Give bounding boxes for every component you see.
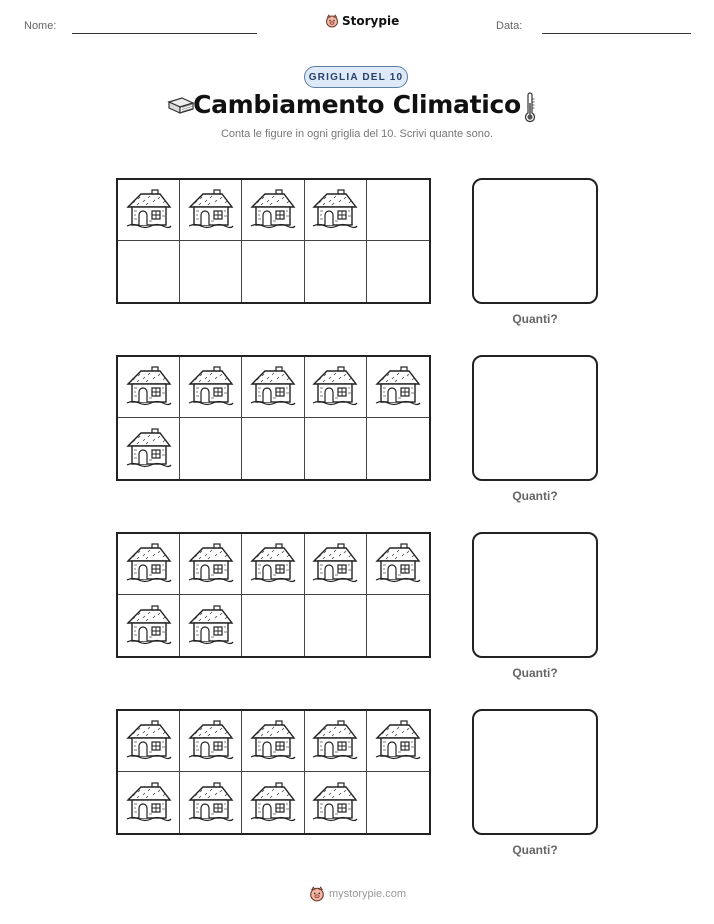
- name-label: Nome:: [24, 20, 57, 32]
- house-icon: [249, 539, 297, 589]
- pig-logo-icon: [325, 14, 339, 28]
- house-icon: [249, 362, 297, 412]
- ten-frame-cell: [242, 534, 304, 595]
- house-icon: [125, 601, 173, 651]
- page-title: Cambiamento Climatico: [193, 90, 521, 119]
- answer-label: Quanti?: [512, 312, 558, 326]
- answer-label: Quanti?: [512, 489, 558, 503]
- house-icon: [311, 362, 359, 412]
- house-icon: [311, 539, 359, 589]
- house-icon: [125, 362, 173, 412]
- pig-logo-icon: [309, 886, 325, 902]
- thermometer-icon: [523, 92, 537, 124]
- ten-frame-cell: [180, 418, 242, 479]
- ten-frame-cell: [118, 595, 180, 656]
- house-icon: [187, 539, 235, 589]
- answer-box-2[interactable]: [472, 355, 598, 481]
- ten-frame-cell: [305, 772, 367, 833]
- house-icon: [125, 778, 173, 828]
- ten-frame-cell: [367, 180, 429, 241]
- ten-frame-cell: [305, 711, 367, 772]
- ten-frame-cell: [118, 241, 180, 302]
- ten-frame-cell: [242, 595, 304, 656]
- house-icon: [374, 539, 422, 589]
- ten-frame-cell: [118, 357, 180, 418]
- ten-frame-cell: [180, 772, 242, 833]
- ten-frame-cell: [118, 711, 180, 772]
- ten-frame-cell: [118, 418, 180, 479]
- worksheet-type-badge: GRIGLIA DEL 10: [304, 66, 408, 88]
- ten-frame-cell: [242, 418, 304, 479]
- instructions: Conta le figure in ogni griglia del 10. Scrivi quante sono.: [220, 128, 494, 140]
- house-icon: [187, 362, 235, 412]
- ten-frame-cell: [367, 418, 429, 479]
- house-icon: [187, 601, 235, 651]
- answer-label: Quanti?: [512, 843, 558, 857]
- ten-frame-2: [116, 355, 431, 481]
- ten-frame-1: [116, 178, 431, 304]
- ten-frame-cell: [305, 241, 367, 302]
- ten-frame-cell: [367, 595, 429, 656]
- ten-frame-cell: [242, 711, 304, 772]
- house-icon: [125, 185, 173, 235]
- ten-frame-cell: [118, 534, 180, 595]
- house-icon: [187, 185, 235, 235]
- answer-box-3[interactable]: [472, 532, 598, 658]
- ten-frame-cell: [180, 711, 242, 772]
- ten-frame-3: [116, 532, 431, 658]
- house-icon: [125, 424, 173, 474]
- answer-label: Quanti?: [512, 666, 558, 680]
- ten-frame-cell: [242, 772, 304, 833]
- house-icon: [249, 185, 297, 235]
- date-line[interactable]: [542, 33, 691, 34]
- ten-frame-cell: [242, 180, 304, 241]
- ten-frame-cell: [305, 595, 367, 656]
- ten-frame-cell: [305, 534, 367, 595]
- ten-frame-cell: [180, 180, 242, 241]
- ten-frame-4: [116, 709, 431, 835]
- answer-box-1[interactable]: [472, 178, 598, 304]
- ten-frame-cell: [180, 534, 242, 595]
- house-icon: [311, 185, 359, 235]
- ten-frame-cell: [180, 595, 242, 656]
- house-icon: [374, 362, 422, 412]
- ten-frame-cell: [367, 241, 429, 302]
- ten-frame-cell: [367, 772, 429, 833]
- ten-frame-cell: [118, 772, 180, 833]
- house-icon: [311, 778, 359, 828]
- ten-frame-cell: [367, 711, 429, 772]
- house-icon: [125, 539, 173, 589]
- footer-url: mystorypie.com: [329, 888, 407, 900]
- date-label: Data:: [496, 20, 523, 32]
- ten-frame-cell: [118, 180, 180, 241]
- ten-frame-cell: [242, 357, 304, 418]
- brand-logo: [325, 14, 399, 28]
- name-line[interactable]: [72, 33, 257, 34]
- ten-frame-cell: [305, 357, 367, 418]
- house-icon: [249, 778, 297, 828]
- ten-frame-cell: [180, 357, 242, 418]
- ten-frame-cell: [367, 534, 429, 595]
- house-icon: [125, 716, 173, 766]
- ten-frame-cell: [367, 357, 429, 418]
- ten-frame-cell: [305, 418, 367, 479]
- house-icon: [374, 716, 422, 766]
- house-icon: [311, 716, 359, 766]
- house-icon: [249, 716, 297, 766]
- house-icon: [187, 716, 235, 766]
- house-icon: [187, 778, 235, 828]
- ten-frame-cell: [242, 241, 304, 302]
- footer: [309, 886, 406, 902]
- ten-frame-cell: [305, 180, 367, 241]
- ten-frame-cell: [180, 241, 242, 302]
- brand-name: Storypie: [342, 14, 400, 28]
- answer-box-4[interactable]: [472, 709, 598, 835]
